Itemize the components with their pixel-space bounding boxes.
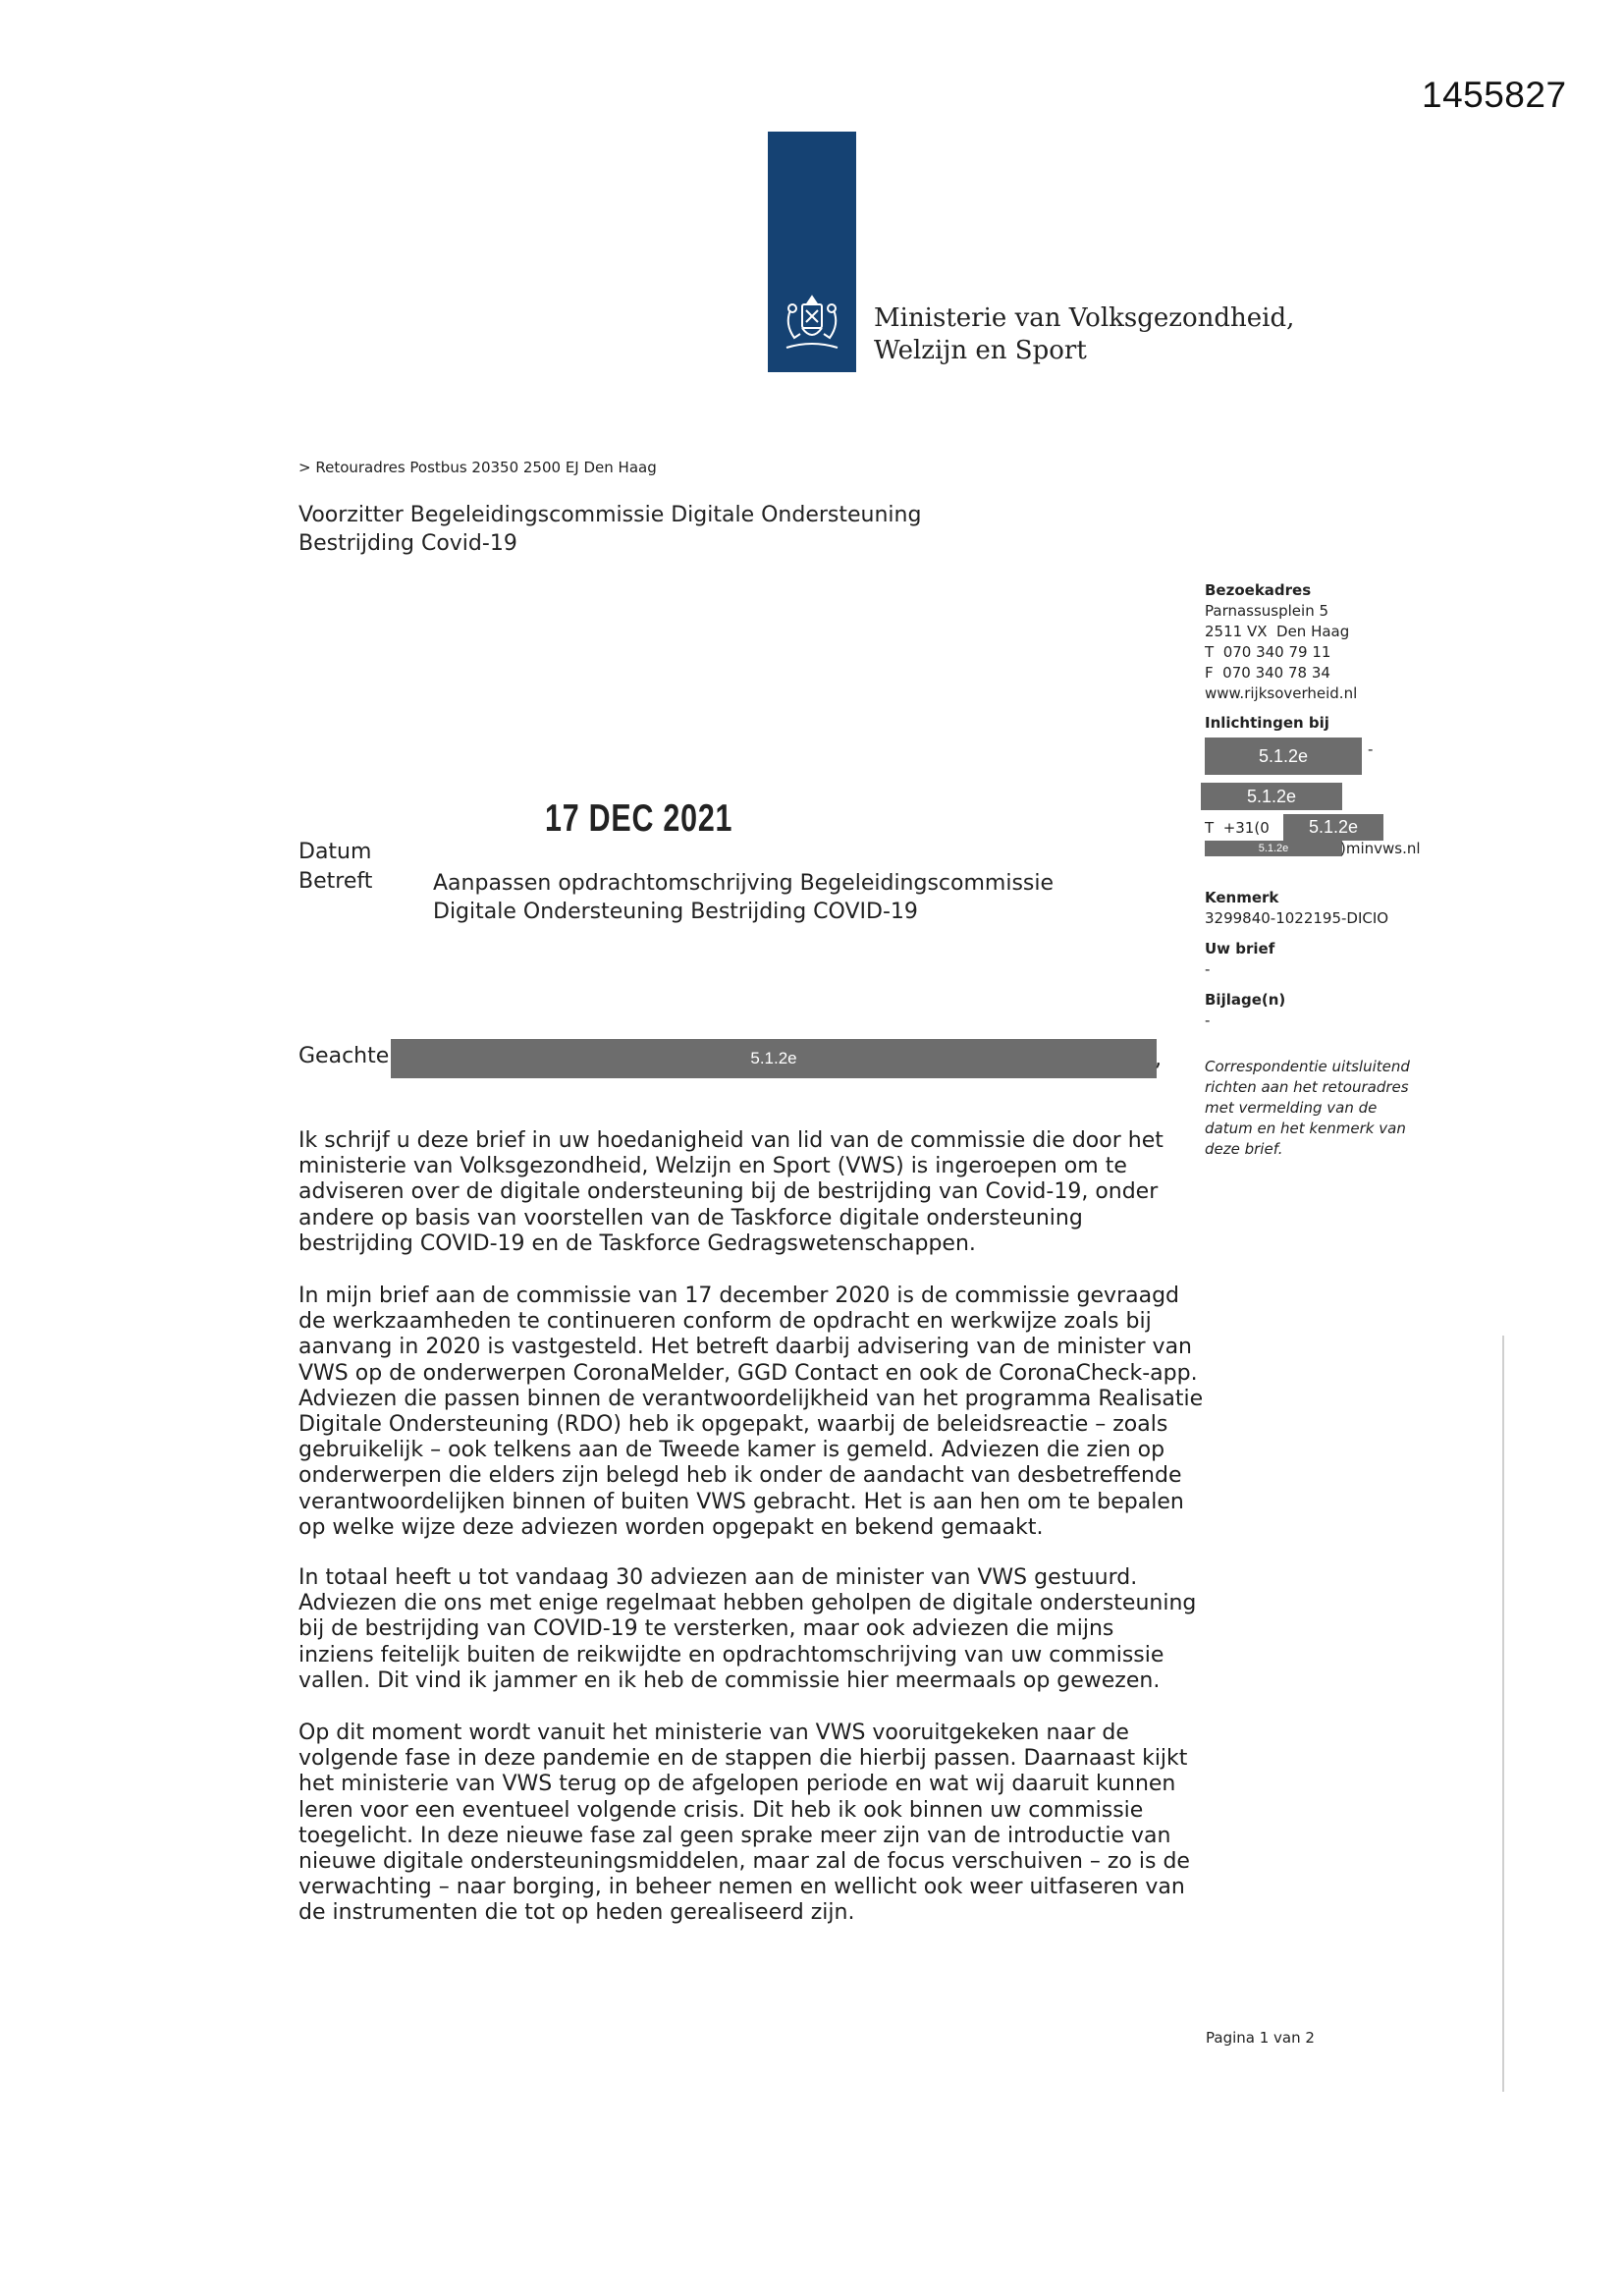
subject-line2: Digitale Ondersteuning Bestrijding COVID-19 — [433, 900, 918, 924]
body-line: verantwoordelijken binnen of buiten VWS gebracht. Het is aan hen om te bepalen — [298, 1489, 1184, 1514]
redaction-block: 5.1.2e — [1283, 814, 1383, 841]
body-line: de werkzaamheden te continueren conform de opdracht en werkwijze zoals bij — [298, 1309, 1152, 1335]
visit-postcode: 2511 VX Den Haag — [1205, 623, 1350, 640]
note-line: deze brief. — [1205, 1140, 1283, 1158]
body-line: onderwerpen die elders zijn belegd heb ik onder de aandacht van desbetreffende — [298, 1463, 1182, 1489]
addressee-line1: Voorzitter Begeleidingscommissie Digitale Ondersteuning — [298, 503, 922, 527]
body-paragraph-4 — [298, 1721, 1190, 1927]
body-line: In totaal heeft u tot vandaag 30 adviezen aan de minister van VWS gestuurd. — [298, 1565, 1138, 1590]
date-stamp: 17 DEC 2021 — [545, 797, 733, 840]
info-contact-row — [1205, 738, 1440, 779]
body-line: toegelicht. In deze nieuwe fase zal geen sprake meer zijn van de introductie van — [298, 1823, 1171, 1848]
uw-brief-value: - — [1205, 960, 1211, 978]
body-paragraph-2 — [298, 1284, 1204, 1541]
body-line: verwachting – naar borging, in beheer nemen en wellicht ook weer uitfaseren van — [298, 1875, 1185, 1900]
phone-row — [1205, 814, 1440, 841]
body-line: volgende fase in deze pandemie en de stappen die hierbij passen. Daarnaast kijkt — [298, 1746, 1188, 1772]
note-line: richten aan het retouradres — [1205, 1078, 1409, 1096]
body-line: andere op basis van voorstellen van de Taskforce digitale ondersteuning — [298, 1205, 1083, 1230]
addressee-line2: Bestrijding Covid-19 — [298, 531, 517, 556]
body-line: Ik schrijf u deze brief in uw hoedanigheid van lid van de commissie die door het — [298, 1128, 1164, 1153]
bijlagen-value: - — [1205, 1011, 1211, 1029]
body-paragraph-1 — [298, 1128, 1182, 1257]
redaction-block: 5.1.2e — [1205, 841, 1342, 856]
coat-of-arms-icon — [777, 289, 847, 359]
visit-address-heading: Bezoekadres — [1205, 581, 1312, 599]
body-line: de instrumenten die tot op heden gerealiseerd zijn. — [298, 1900, 855, 1926]
subject-line1: Aanpassen opdrachtomschrijving Begeleidingscommissie — [433, 871, 1055, 896]
ministry-name-line1: Ministerie van Volksgezondheid, — [874, 303, 1295, 333]
note-line: Correspondentie uitsluitend — [1205, 1058, 1410, 1075]
body-line: nieuwe digitale ondersteuningsmiddelen, maar zal de focus verschuiven – zo is de — [298, 1849, 1190, 1875]
kenmerk-heading: Kenmerk — [1205, 889, 1279, 906]
body-line: Op dit moment wordt vanuit het ministerie van VWS vooruitgekeken naar de — [298, 1721, 1129, 1745]
sidebar-info — [1205, 580, 1440, 1160]
kenmerk-value: 3299840-1022195-DICIO — [1205, 909, 1389, 927]
note-line: datum en het kenmerk van — [1205, 1120, 1406, 1137]
email-suffix: )minvws.nl — [1340, 840, 1421, 857]
info-heading: Inlichtingen bij — [1205, 714, 1329, 732]
body-line: VWS op de onderwerpen CoronaMelder, GGD Contact en ook de CoronaCheck-app. — [298, 1360, 1198, 1386]
body-line: Adviezen die passen binnen de verantwoordelijkheid van het programma Realisatie — [298, 1386, 1204, 1411]
ministry-name — [874, 302, 1294, 367]
uw-brief-heading: Uw brief — [1205, 940, 1275, 957]
body-line: leren voor een eventueel volgende crisis. Dit heb ik ook binnen uw commissie — [298, 1797, 1144, 1823]
phone-prefix: T +31(0 — [1205, 819, 1270, 837]
subject — [433, 869, 1061, 926]
correspondence-note — [1205, 1057, 1440, 1160]
body-line: Adviezen die ons met enige regelmaat hebben geholpen de digitale ondersteuning — [298, 1591, 1197, 1616]
body-line: bestrijding COVID-19 en de Taskforce Gedragswetenschappen. — [298, 1230, 976, 1256]
redaction-block: 5.1.2e — [391, 1039, 1157, 1078]
ministry-name-line2: Welzijn en Sport — [874, 336, 1087, 365]
body-paragraph-3 — [298, 1565, 1197, 1694]
salutation: Geachte — [298, 1044, 390, 1068]
body-line: het ministerie van VWS terug op de afgelopen periode en wat wij daaruit kunnen — [298, 1772, 1176, 1797]
body-line: gebruikelijk – ook telkens aan de Tweede kamer is gemeld. Adviezen die zien op — [298, 1438, 1165, 1463]
visit-web: www.rijksoverheid.nl — [1205, 684, 1358, 702]
redaction-block: 5.1.2e — [1201, 783, 1342, 810]
email-row — [1205, 841, 1440, 858]
body-line: bij de bestrijding van COVID-19 te versterken, maar ook adviezen die mijns — [298, 1616, 1114, 1642]
body-line: op welke wijze deze adviezen worden opgepakt en bekend gemaakt. — [298, 1514, 1044, 1540]
visit-fax: F 070 340 78 34 — [1205, 664, 1330, 682]
salutation-comma: , — [1155, 1047, 1162, 1071]
body-line: Digitale Ondersteuning (RDO) heb ik opgepakt, waarbij de beleidsreactie – zoals — [298, 1412, 1168, 1438]
body-line: aanvang in 2020 is vastgesteld. Het betreft daarbij advisering van de minister van — [298, 1335, 1193, 1360]
visit-phone: T 070 340 79 11 — [1205, 643, 1331, 661]
page-indicator: Pagina 1 van 2 — [1206, 2029, 1315, 2047]
addressee — [298, 501, 921, 558]
body-line: ministerie van Volksgezondheid, Welzijn en Sport (VWS) is ingeroepen om te — [298, 1154, 1127, 1179]
document-number: 1455827 — [1422, 75, 1567, 115]
ministry-logo-bar — [768, 132, 856, 372]
datum-label: Datum — [298, 840, 372, 864]
body-line: adviseren over de digitale ondersteuning bij de bestrijding van Covid-19, onder — [298, 1179, 1159, 1205]
betreft-label: Betreft — [298, 869, 373, 894]
visit-street: Parnassusplein 5 — [1205, 602, 1329, 620]
bijlagen-heading: Bijlage(n) — [1205, 991, 1286, 1009]
return-address: > Retouradres Postbus 20350 2500 EJ Den Haag — [298, 459, 657, 476]
note-line: met vermelding van de — [1205, 1099, 1378, 1117]
redaction-block: 5.1.2e — [1205, 738, 1362, 775]
body-line: vallen. Dit vind ik jammer en ik heb de commissie hier meermaals op gewezen. — [298, 1667, 1161, 1693]
body-line: In mijn brief aan de commissie van 17 december 2020 is de commissie gevraagd — [298, 1284, 1180, 1308]
dash-text: - — [1368, 740, 1374, 758]
body-line: inziens feitelijk buiten de reikwijdte en opdrachtomschrijving van uw commissie — [298, 1642, 1164, 1667]
scan-edge-line — [1502, 1336, 1504, 2092]
